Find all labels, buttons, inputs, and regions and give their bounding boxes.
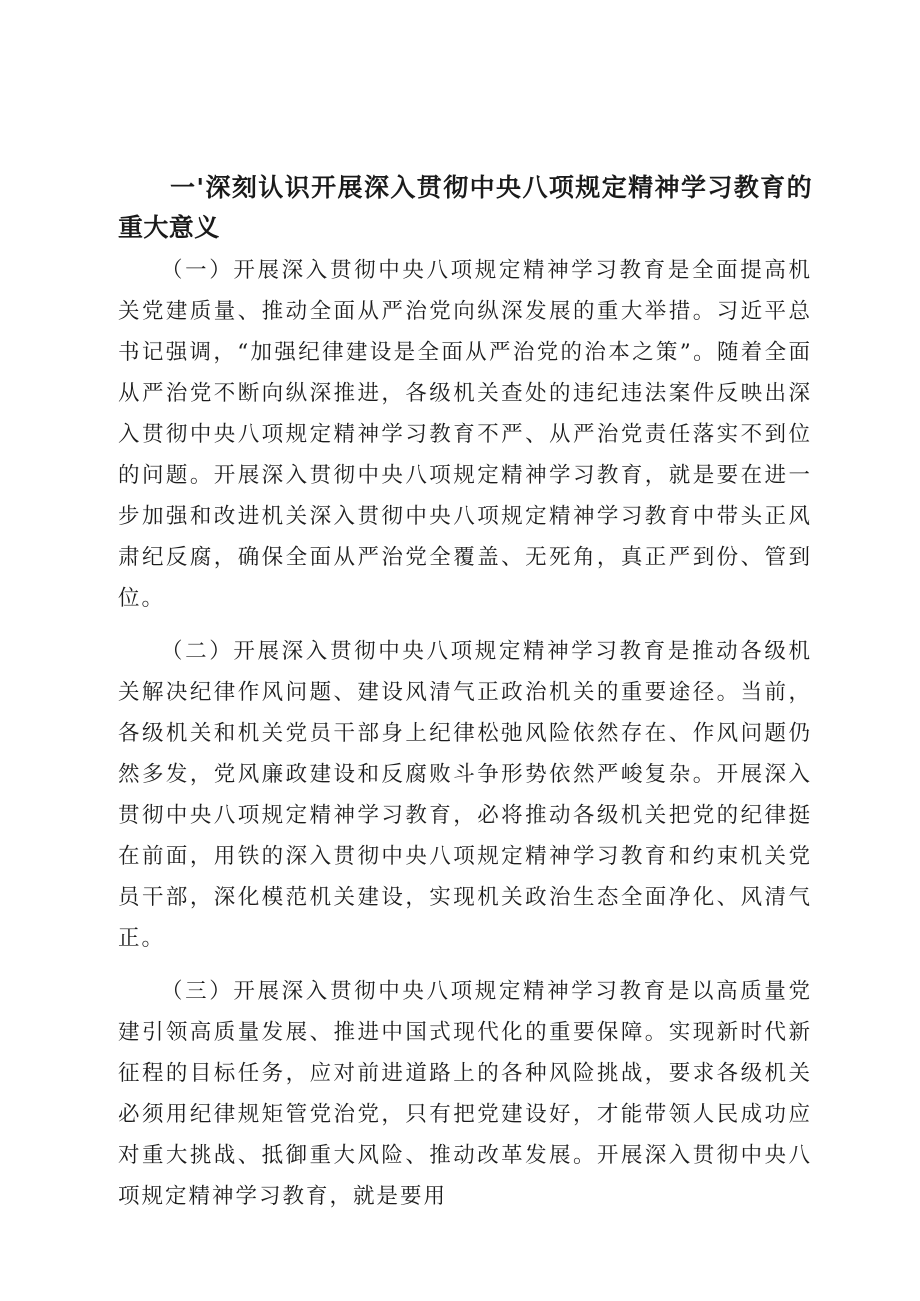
paragraph-2: （二）开展深入贯彻中央八项规定精神学习教育是推动各级机关解决纪律作风问题、建设风清气正政治机关的重要途径。当前，各级机关和机关党员干部身上纪律松弛风险依然存在、作风问题仍然多发，党风廉政建设和反腐败斗争形势依然严峻复杂。开展深入贯彻中央八项规定精神学习教育，必将推动各级机关把党的纪律挺在前面，用铁的深入贯彻中央八项规定精神学习教育和约束机关党员干部，深化模范机关建设，实现机关政治生态全面净化、风清气正。 bbox=[118, 639, 812, 951]
paragraph-3: （三）开展深入贯彻中央八项规定精神学习教育是以高质量党建引领高质量发展、推进中国式现代化的重要保障。实现新时代新征程的目标任务，应对前进道路上的各种风险挑战，要求各级机关必须用纪律规矩管党治党，只有把党建设好，才能带领人民成功应对重大挑战、抵御重大风险、推动改革发展。开展深入贯彻中央八项规定精神学习教育，就是要用 bbox=[118, 979, 812, 1209]
section-heading: 一'深刻认识开展深入贯彻中央八项规定精神学习教育的重大意义 bbox=[118, 173, 812, 242]
body-text bbox=[118, 250, 812, 1217]
paragraph-1: （一）开展深入贯彻中央八项规定精神学习教育是全面提高机关党建质量、推动全面从严治党向纵深发展的重大举措。习近平总书记强调，“加强纪律建设是全面从严治党的治本之策”。随着全面从严治党不断向纵深推进，各级机关查处的违纪违法案件反映出深入贯彻中央八项规定精神学习教育不严、从严治党责任落实不到位的问题。开展深入贯彻中央八项规定精神学习教育，就是要在进一步加强和改进机关深入贯彻中央八项规定精神学习教育中带头正风肃纪反腐，确保全面从严治党全覆盖、无死角，真正严到份、管到位。 bbox=[118, 258, 812, 611]
